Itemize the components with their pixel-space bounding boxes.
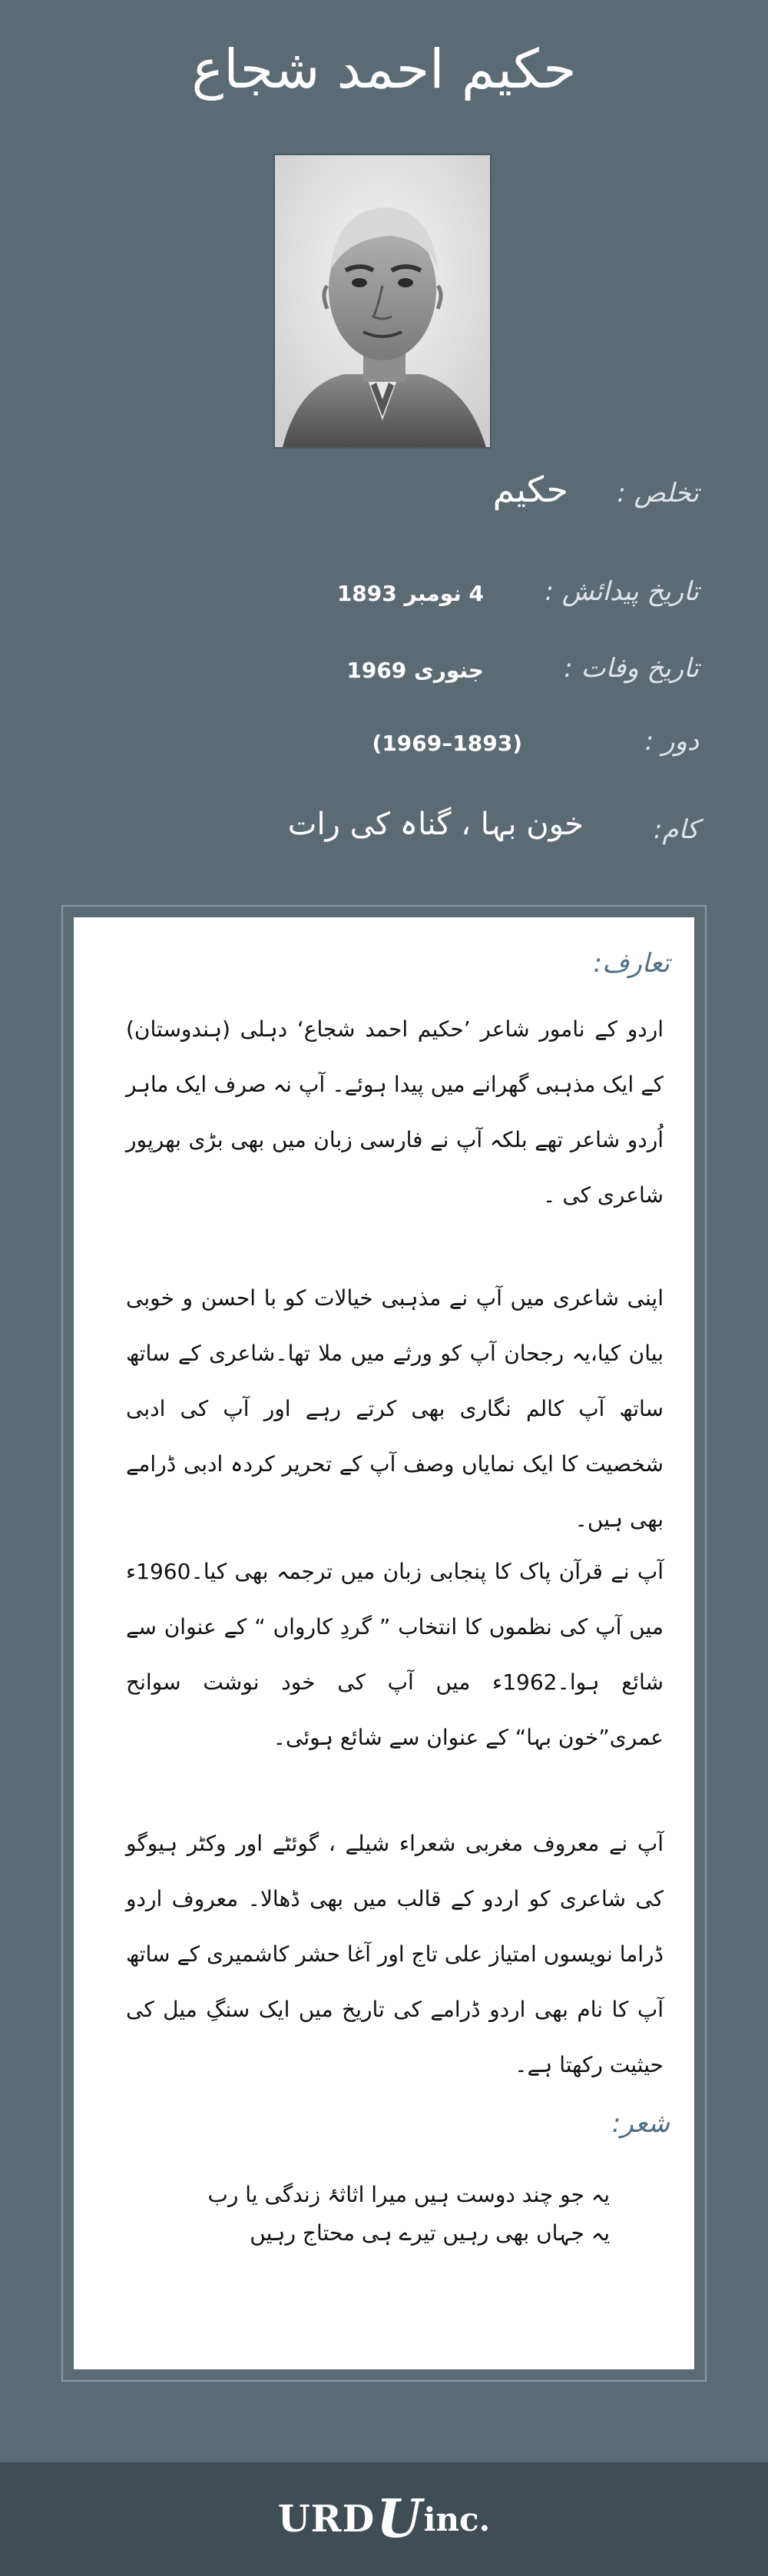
takhallus-row [161,469,699,522]
intro-paragraph-1: اردو کے نامور شاعر ’حکیم احمد شجاع‘ دہلی (ہندوستان) کے ایک مذہبی گھرانے میں پیدا ہوئے۔ آپ نہ صرف ایک ماہر اُردو شاعر تھے بلکہ آپ نے فارسی زبان میں بھی بڑی بھرپور شاعری کی ۔ [126,1016,664,1208]
era-value: (1893–1969) [372,731,522,756]
couplet-line-1: یہ جو چند دوست ہیں میرا اثاثۂ زندگی یا رب [207,2182,610,2207]
birth-date-label: تاریخ پیدائش : [545,576,699,607]
page-title: حکیم احمد شجاع [191,38,577,101]
intro-paragraph-3: آپ نے قرآن پاک کا پنجابی زبان میں ترجمہ بھی کیا۔1960ء میں آپ کی نظموں کا انتخاب ” گردِ کارواں “ کے عنوان سے شائع ہوا۔1962ء میں آپ کی خود نوشت سوانح عمری”خون بہا“ کے عنوان سے شائع ہوئی۔ [126,1559,664,1750]
couplet-line-2: یہ جہاں بھی رہیں تیرے ہی محتاج رہیں [250,2220,610,2246]
works-value: خون بہا ، گناہ کی رات [287,807,584,842]
death-date-label: تاریخ وفات : [564,653,699,684]
intro-paragraph-4: آپ نے معروف مغربی شعراء شیلے ، گوئٹے اور وکٹر ہیوگو کی شاعری کو اردو کے قالب میں بھی ڈھالا۔ معروف اردو ڈراما نویسوں امتیاز علی تاج اور آغا حشر کاشمیری کے ساتھ آپ کا نام بھی اردو ڈرامے کی تاریخ میں ایک سنگِ میل کی حیثیت رکھتا ہے۔ [126,1831,664,2077]
site-logo[interactable] [0,2462,768,2576]
era-label: دور : [644,726,699,757]
era-row [161,726,699,772]
bio-card-body [74,917,694,2369]
birth-date-value: 4 نومبر 1893 [336,581,484,606]
bio-card [61,905,707,2382]
logo-text-inc: inc. [423,2500,491,2538]
works-label: کام: [653,814,699,845]
portrait-image [275,155,490,447]
logo-text-u: U [376,2488,422,2550]
birth-date-row [161,576,699,622]
takhallus-label: تخلص : [617,478,699,509]
death-date-row [161,653,699,699]
takhallus-value: حکیم [492,469,568,510]
intro-paragraph-2: اپنی شاعری میں آپ نے مذہبی خیالات کو با احسن و خوبی بیان کیا،یہ رجحان آپ کو ورثے میں ملا تھا۔شاعری کے ساتھ ساتھ آپ کالم نگاری بھی کرتے رہے اور آپ کی ادبی شخصیت کا ایک نمایاں وصف آپ کے تحریر کردہ ادبی ڈرامے بھی ہیں۔ [126,1285,664,1532]
logo-text-urd: URD [277,2498,376,2541]
footer-bar [0,2462,768,2576]
portrait-photo [273,154,492,449]
poetry-heading: شعر: [611,2108,670,2139]
death-date-value: جنوری 1969 [346,658,484,683]
intro-heading: تعارف: [593,948,670,979]
works-row [84,807,699,860]
